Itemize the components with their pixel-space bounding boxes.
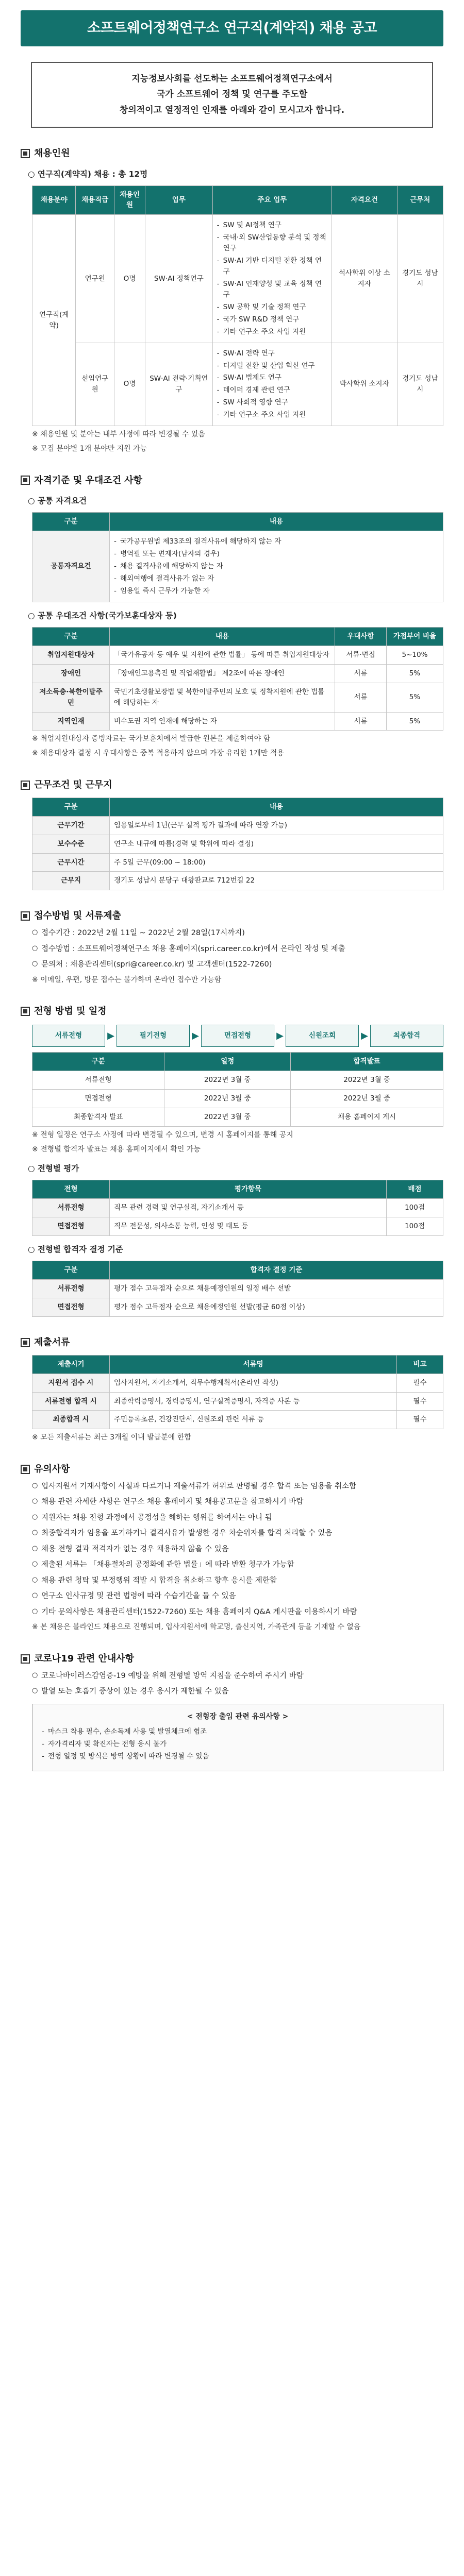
col-header: 서류명: [110, 1355, 397, 1374]
note: ※ 전형 일정은 연구소 사정에 따라 변경될 수 있으며, 변경 시 홈페이지를 통해 공지: [32, 1130, 293, 1139]
row-label: 최종합격 시: [32, 1411, 110, 1429]
note: ※ 채용인원 및 분야는 내부 사정에 따라 변경될 수 있음: [32, 430, 205, 439]
list-item: ○ 기타 문의사항은 채용관리센터(1522-7260) 또는 채용 홈페이지 Q&A 게시판을 이용하시기 바람: [32, 1606, 443, 1618]
cell-loc: 경기도 성남시: [397, 215, 443, 343]
cell-memo: 필수: [397, 1411, 443, 1429]
cell-docs: 주민등록초본, 건강진단서, 신원조회 관련 서류 등: [110, 1411, 397, 1429]
intro-line: 국가 소프트웨어 정책 및 연구를 주도할: [156, 89, 308, 100]
section-positions: [21, 146, 443, 455]
cell-result: 2022년 3월 중: [291, 1090, 443, 1108]
process-step: 필기전형: [117, 1025, 190, 1047]
cell-date: 2022년 3월 중: [164, 1090, 291, 1108]
list-item: ○ 코로나바이러스감염증-19 예방을 위해 전형별 방역 지침을 준수하여 주시기 바람: [32, 1670, 443, 1682]
list-item: ○ 연구소 인사규정 및 관련 법령에 따라 수습기간을 둘 수 있음: [32, 1590, 443, 1602]
note: ※ 모집 분야별 1개 분야만 지원 가능: [32, 444, 147, 453]
schedule-table: [32, 1052, 443, 1127]
table-row: [32, 1199, 443, 1217]
task-item: - SW·AI 법제도 연구: [217, 372, 327, 383]
section-bullet-icon: [21, 911, 30, 921]
cell-result: 2022년 3월 중: [291, 1071, 443, 1090]
list-item: ○ 접수방법 : 소프트웨어정책연구소 채용 홈페이지(spri.career.co.kr)에서 온라인 작성 및 제출: [32, 943, 443, 955]
table-row: [32, 1374, 443, 1392]
table-row: [32, 835, 443, 853]
cell-rate: 5%: [387, 712, 443, 731]
preference-table: [32, 627, 443, 731]
cell-content: 비수도권 지역 인재에 해당하는 자: [110, 712, 335, 731]
cell-req: 석사학위 이상 소지자: [332, 215, 397, 343]
cell-req: 박사학위 소지자: [332, 343, 397, 426]
list-item: ○ 입사지원서 기재사항이 사실과 다르거나 제출서류가 허위로 판명될 경우 합격 또는 임용을 취소함: [32, 1481, 443, 1492]
section-title: 채용인원: [34, 147, 70, 159]
cell-docs: 최종학력증명서, 경력증명서, 연구실적증명서, 자격증 사본 등: [110, 1392, 397, 1411]
arrow-right-icon: ▶: [107, 1030, 114, 1041]
row-label: 공통자격요건: [32, 531, 110, 602]
row-label: 취업지원대상자: [32, 646, 110, 664]
arrow-right-icon: ▶: [361, 1030, 368, 1041]
row-label: 서류전형: [32, 1279, 110, 1298]
col-header: 구분: [32, 798, 110, 816]
section-bullet-icon: [21, 476, 30, 485]
table-row: [32, 1217, 443, 1236]
note: ※ 취업지원대상자 증빙자료는 국가보훈처에서 발급한 원본을 제출하여야 함: [32, 735, 271, 743]
col-header: 업무: [145, 185, 213, 215]
common-req-table: [32, 512, 443, 602]
process-step: 최종합격: [370, 1025, 443, 1047]
col-header: 내용: [110, 627, 335, 646]
cell-count: O명: [114, 215, 145, 343]
process-step: 면접전형: [201, 1025, 274, 1047]
intro-line: 지능정보사회를 선도하는 소프트웨어정책연구소에서: [131, 73, 333, 84]
row-label: 근무시간: [32, 853, 110, 872]
req-item: - 채용 결격사유에 해당하지 않는 자: [114, 561, 439, 572]
list-item: ○ 채용 전형 결과 적격자가 없는 경우 채용하지 않을 수 있음: [32, 1544, 443, 1555]
table-row: [32, 683, 443, 712]
evaluation-table: [32, 1180, 443, 1236]
section-title: 전형 방법 및 일정: [34, 1006, 107, 1017]
cell-duty: SW·AI 정책연구: [145, 215, 213, 343]
cell-rate: 5%: [387, 664, 443, 683]
task-item: - 기타 연구소 주요 사업 지원: [217, 327, 327, 337]
task-item: - 디지털 전환 및 산업 혁신 연구: [217, 361, 327, 371]
row-label: 근무기간: [32, 816, 110, 835]
req-item: - 해외여행에 결격사유가 없는 자: [114, 573, 439, 584]
cell-grade: 선임연구원: [76, 343, 114, 426]
col-header: 근무처: [397, 185, 443, 215]
req-item: - 병역필 또는 면제자(남자의 경우): [114, 549, 439, 560]
cell-rule: 평가 점수 고득점자 순으로 채용예정인원의 일정 배수 선발: [110, 1279, 443, 1298]
section-conditions: [21, 778, 443, 891]
cell-loc: 경기도 성남시: [397, 343, 443, 426]
list-item: ○ 문의처 : 채용관리센터(spri@career.co.kr) 및 고객센터(1522-7260): [32, 959, 443, 970]
table-row: [32, 1090, 443, 1108]
cell-pref: 서류: [335, 712, 387, 731]
intro-line: 창의적이고 열정적인 인재를 아래와 같이 모시고자 합니다.: [119, 105, 345, 116]
section-covid: [21, 1652, 443, 1771]
list-item: ○ 접수기간 : 2022년 2월 11일 ~ 2022년 2월 28일(17시까지): [32, 927, 443, 939]
cell-tasks: [212, 215, 332, 343]
col-header: 합격발표: [291, 1053, 443, 1071]
cell-stage: 최종합격자 발표: [32, 1108, 164, 1126]
col-header: 배점: [387, 1180, 443, 1199]
cell-items: 직무 관련 경력 및 연구실적, 자기소개서 등: [110, 1199, 387, 1217]
col-header: 구분: [32, 1053, 164, 1071]
row-label: 면접전형: [32, 1217, 110, 1236]
section-bullet-icon: [21, 1007, 30, 1016]
notice-line: - 전형 일정 및 방식은 방역 상황에 따라 변경될 수 있음: [42, 1751, 434, 1762]
note: ※ 이메일, 우편, 방문 접수는 불가하며 온라인 접수만 가능함: [32, 975, 222, 984]
process-step: 신원조회: [286, 1025, 359, 1047]
cell-rate: 5%: [387, 683, 443, 712]
notice-line: - 자가격리자 및 확진자는 전형 응시 불가: [42, 1739, 434, 1750]
table-row: [32, 1108, 443, 1126]
section-application: [21, 909, 443, 986]
positions-table: [32, 185, 443, 427]
cell-result: 채용 홈페이지 게시: [291, 1108, 443, 1126]
col-header: 채용직급: [76, 185, 114, 215]
table-row: [32, 215, 443, 343]
row-label: 서류전형: [32, 1199, 110, 1217]
table-row: [32, 646, 443, 664]
table-row: [32, 664, 443, 683]
notice-box-title: < 전형장 출입 관련 유의사항 >: [187, 1712, 289, 1721]
arrow-right-icon: ▶: [276, 1030, 284, 1041]
col-header: 제출시기: [32, 1355, 110, 1374]
table-row: [32, 343, 443, 426]
table-row: [32, 853, 443, 872]
cell-content: 「국가유공자 등 예우 및 지원에 관한 법률」 등에 따른 취업지원대상자: [110, 646, 335, 664]
cell-docs: 입사지원서, 자기소개서, 직무수행계획서(온라인 작성): [110, 1374, 397, 1392]
intro-box: [31, 62, 433, 128]
task-item: - SW·AI 인재양성 및 교육 정책 연구: [217, 279, 327, 300]
notice-line: - 마스크 착용 필수, 손소독제 사용 및 발열체크에 협조: [42, 1726, 434, 1737]
cell-value: 임용일로부터 1년(근무 실적 평가 결과에 따라 연장 가능): [110, 816, 443, 835]
note: ※ 본 채용은 블라인드 채용으로 진행되며, 입사지원서에 학교명, 출신지역, 가족관계 등을 기재할 수 없음: [32, 1623, 361, 1632]
cell-stage: 서류전형: [32, 1071, 164, 1090]
section-title: 유의사항: [34, 1464, 70, 1475]
col-header: 내용: [110, 513, 443, 531]
task-item: - 기타 연구소 주요 사업 지원: [217, 410, 327, 420]
notice-title-bar: [21, 10, 443, 46]
table-row: [32, 1298, 443, 1316]
table-row: [32, 1411, 443, 1429]
cell-items: 직무 전문성, 의사소통 능력, 인성 및 태도 등: [110, 1217, 387, 1236]
pass-criteria-table: [32, 1261, 443, 1317]
col-header: 주요 업무: [212, 185, 332, 215]
table-row: [32, 531, 443, 602]
section-bullet-icon: [21, 781, 30, 790]
section-process: [21, 1004, 443, 1316]
cell-memo: 필수: [397, 1374, 443, 1392]
cell-value: 경기도 성남시 분당구 대왕판교로 712번길 22: [110, 872, 443, 890]
arrow-right-icon: ▶: [192, 1030, 199, 1041]
section-bullet-icon: [21, 149, 30, 158]
col-header: 구분: [32, 627, 110, 646]
cell-count: O명: [114, 343, 145, 426]
col-header: 자격요건: [332, 185, 397, 215]
cell-rate: 5~10%: [387, 646, 443, 664]
row-label: 장애인: [32, 664, 110, 683]
page-title: 소프트웨어정책연구소 연구직(계약직) 채용 공고: [87, 20, 377, 36]
col-header: 비고: [397, 1355, 443, 1374]
cell-date: 2022년 3월 중: [164, 1071, 291, 1090]
row-label: 지원서 접수 시: [32, 1374, 110, 1392]
section-subtitle: ○ 전형별 평가: [28, 1164, 79, 1174]
col-header: 채용인원: [114, 185, 145, 215]
list-item: ○ 채용 관련 청탁 및 부정행위 적발 시 합격을 취소하고 향후 응시를 제한함: [32, 1575, 443, 1586]
section-title: 자격기준 및 우대조건 사항: [34, 474, 143, 486]
section-bullet-icon: [21, 1338, 30, 1347]
col-header: 구분: [32, 513, 110, 531]
section-documents: [21, 1335, 443, 1444]
cell-date: 2022년 3월 중: [164, 1108, 291, 1126]
cell-content: 「장애인고용촉진 및 직업재활법」 제2조에 따른 장애인: [110, 664, 335, 683]
task-item: - SW·AI 기반 디지털 전환 정책 연구: [217, 256, 327, 277]
table-row: [32, 1279, 443, 1298]
section-qualifications: [21, 473, 443, 759]
cell-pref: 서류: [335, 683, 387, 712]
cell-duty: SW·AI 전략·기획연구: [145, 343, 213, 426]
cell-content: 국민기초생활보장법 및 북한이탈주민의 보호 및 정착지원에 관한 법률에 해당하는 자: [110, 683, 335, 712]
list-item: ○ 최종합격자가 임용을 포기하거나 결격사유가 발생한 경우 차순위자를 합격 처리할 수 있음: [32, 1528, 443, 1539]
table-row: [32, 872, 443, 890]
col-header: 평가항목: [110, 1180, 387, 1199]
section-subtitle: ○ 전형별 합격자 결정 기준: [28, 1245, 123, 1254]
col-header: 내용: [110, 798, 443, 816]
cell-pref: 서류: [335, 664, 387, 683]
col-header: 전형: [32, 1180, 110, 1199]
section-title: 제출서류: [34, 1336, 70, 1348]
covid-notice-box: [32, 1704, 443, 1771]
list-item: ○ 발열 또는 호흡기 증상이 있는 경우 응시가 제한될 수 있음: [32, 1686, 443, 1697]
task-item: - 데이터 경제 관련 연구: [217, 385, 327, 396]
col-header: 합격자 결정 기준: [110, 1261, 443, 1280]
section-title: 코로나19 관련 안내사항: [34, 1653, 135, 1664]
list-item: ○ 제출된 서류는 「채용절차의 공정화에 관한 법률」에 따라 반환 청구가 가능함: [32, 1559, 443, 1570]
col-header: 우대사항: [335, 627, 387, 646]
table-row: [32, 1071, 443, 1090]
section-bullet-icon: [21, 1465, 30, 1474]
req-item: - 임용일 즉시 근무가 가능한 자: [114, 586, 439, 597]
col-header: 구분: [32, 1261, 110, 1280]
documents-table: [32, 1355, 443, 1430]
list-item: ○ 채용 관련 자세한 사항은 연구소 채용 홈페이지 및 채용공고문을 참고하시기 바람: [32, 1496, 443, 1507]
section-precautions: [21, 1462, 443, 1633]
task-item: - SW 공학 및 기술 정책 연구: [217, 302, 327, 313]
row-label: 보수수준: [32, 835, 110, 853]
cell-pref: 서류·면접: [335, 646, 387, 664]
note: ※ 모든 제출서류는 최근 3개월 이내 발급분에 한함: [32, 1433, 191, 1442]
row-label: 지역인재: [32, 712, 110, 731]
cell-field: 연구직(계약): [32, 215, 76, 426]
cell-tasks: [212, 343, 332, 426]
cell-grade: 연구원: [76, 215, 114, 343]
section-subtitle: ○ 공통 우대조건 사항(국가보훈대상자 등): [28, 611, 177, 620]
col-header: 가점부여 비율: [387, 627, 443, 646]
list-item: ○ 지원자는 채용 전형 과정에서 공정성을 해하는 행위를 하여서는 아니 됨: [32, 1512, 443, 1523]
cell-rule: 평가 점수 고득점자 순으로 채용예정인원 선발(평균 60점 이상): [110, 1298, 443, 1316]
note: ※ 채용대상자 결정 시 우대사항은 중복 적용하지 않으며 가장 유리한 1개만 적용: [32, 749, 284, 758]
cell-memo: 필수: [397, 1392, 443, 1411]
task-item: - 국가 SW R&D 정책 연구: [217, 314, 327, 325]
cell-value: 주 5일 근무(09:00 ~ 18:00): [110, 853, 443, 872]
task-item: - SW 및 AI정책 연구: [217, 220, 327, 231]
section-title: 접수방법 및 서류제출: [34, 910, 122, 922]
table-row: [32, 712, 443, 731]
process-step: 서류전형: [32, 1025, 105, 1047]
section-subtitle: ○ 공통 자격요건: [28, 496, 87, 506]
section-bullet-icon: [21, 1654, 30, 1664]
row-label: 근무지: [32, 872, 110, 890]
conditions-table: [32, 798, 443, 891]
process-timeline: [32, 1025, 443, 1047]
task-item: - SW·AI 전략 연구: [217, 348, 327, 359]
section-title: 근무조건 및 근무지: [34, 779, 112, 790]
row-label: 저소득층·북한이탈주민: [32, 683, 110, 712]
col-header: 채용분야: [32, 185, 76, 215]
section-subtitle: ○ 연구직(계약직) 채용 : 총 12명: [28, 169, 148, 179]
cell-value: 연구소 내규에 따름(경력 및 학위에 따라 결정): [110, 835, 443, 853]
row-label: 면접전형: [32, 1298, 110, 1316]
req-item: - 국가공무원법 제33조의 결격사유에 해당하지 않는 자: [114, 536, 439, 547]
table-row: [32, 1392, 443, 1411]
col-header: 일정: [164, 1053, 291, 1071]
note: ※ 전형별 합격자 발표는 채용 홈페이지에서 확인 가능: [32, 1145, 201, 1154]
cell-score: 100점: [387, 1217, 443, 1236]
row-label: 서류전형 합격 시: [32, 1392, 110, 1411]
task-item: - 국내·외 SW산업동향 분석 및 정책 연구: [217, 232, 327, 254]
task-item: - SW 사회적 영향 연구: [217, 397, 327, 408]
cell-score: 100점: [387, 1199, 443, 1217]
table-row: [32, 816, 443, 835]
cell-stage: 면접전형: [32, 1090, 164, 1108]
